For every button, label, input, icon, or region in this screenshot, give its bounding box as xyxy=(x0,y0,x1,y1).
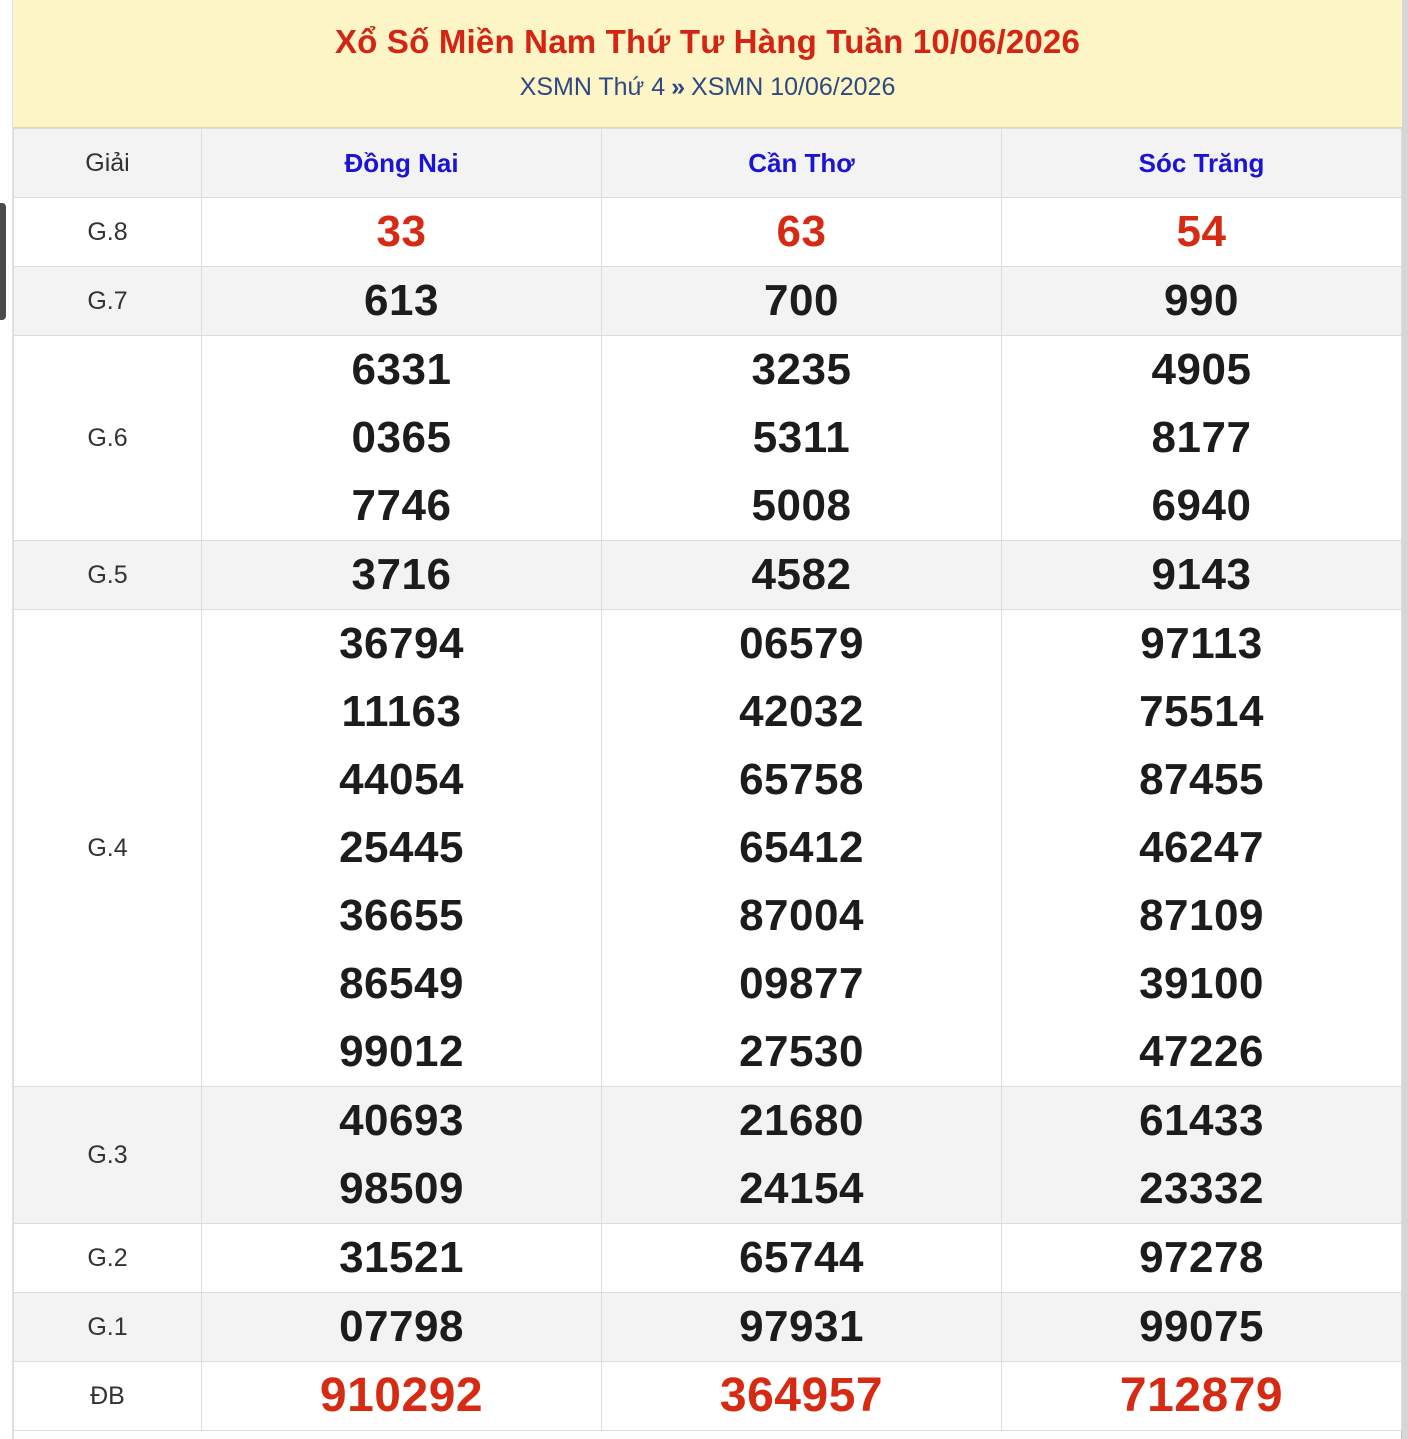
prize-label: G.3 xyxy=(14,1087,202,1224)
result-number: 5008 xyxy=(751,481,852,530)
result-number: 36655 xyxy=(339,891,464,940)
prize-label: G.6 xyxy=(14,336,202,541)
result-cell xyxy=(202,1362,602,1431)
result-number: 65744 xyxy=(739,1233,864,1282)
result-cell xyxy=(602,610,1002,1087)
vertical-scrollbar[interactable] xyxy=(1401,0,1408,1439)
result-number: 5311 xyxy=(752,413,851,462)
result-number: 65758 xyxy=(739,755,864,804)
result-number: 86549 xyxy=(339,959,464,1008)
special-prize-number: 712879 xyxy=(1119,1369,1284,1422)
prize-label: G.1 xyxy=(14,1293,202,1362)
result-number: 9143 xyxy=(1151,550,1252,599)
result-cell xyxy=(602,336,1002,541)
breadcrumb xyxy=(13,72,1402,102)
result-number: 33 xyxy=(376,207,427,256)
result-number: 4905 xyxy=(1151,345,1252,394)
result-cell xyxy=(1002,198,1402,267)
table-row-special xyxy=(14,1362,1402,1431)
scroll-handle[interactable] xyxy=(0,203,6,320)
result-number: 46247 xyxy=(1139,823,1264,872)
result-number: 7746 xyxy=(351,481,452,530)
browser-left-edge xyxy=(0,0,14,1439)
result-number: 06579 xyxy=(739,619,864,668)
result-cell xyxy=(602,267,1002,336)
result-number: 27530 xyxy=(739,1027,864,1076)
result-number: 39100 xyxy=(1139,959,1264,1008)
result-number: 87109 xyxy=(1139,891,1264,940)
result-number: 75514 xyxy=(1139,687,1264,736)
breadcrumb-separator: » xyxy=(671,73,686,101)
province-header-dong-nai[interactable]: Đồng Nai xyxy=(202,129,602,198)
table-header-row xyxy=(14,129,1402,198)
result-number: 3235 xyxy=(751,345,852,394)
result-number: 23332 xyxy=(1139,1164,1264,1213)
result-cell xyxy=(202,1087,602,1224)
result-number: 8177 xyxy=(1151,413,1252,462)
prize-label: G.7 xyxy=(14,267,202,336)
result-number: 09877 xyxy=(739,959,864,1008)
province-header-can-tho[interactable]: Cần Thơ xyxy=(602,129,1002,198)
result-number: 0365 xyxy=(351,413,452,462)
result-number: 99075 xyxy=(1139,1302,1264,1351)
result-number: 65412 xyxy=(739,823,864,872)
result-cell xyxy=(1002,610,1402,1087)
result-number: 47226 xyxy=(1139,1027,1264,1076)
result-number: 613 xyxy=(364,276,439,325)
result-cell xyxy=(602,1224,1002,1293)
result-cell xyxy=(602,1293,1002,1362)
result-number: 63 xyxy=(776,207,827,256)
prize-label: G.5 xyxy=(14,541,202,610)
result-number: 40693 xyxy=(339,1096,464,1145)
result-cell xyxy=(1002,541,1402,610)
result-cell xyxy=(602,1087,1002,1224)
result-number: 700 xyxy=(764,276,839,325)
table-row-g4 xyxy=(14,610,1402,1087)
result-number: 25445 xyxy=(339,823,464,872)
special-prize-number: 364957 xyxy=(719,1369,884,1422)
result-cell xyxy=(202,541,602,610)
result-number: 99012 xyxy=(339,1027,464,1076)
result-number: 07798 xyxy=(339,1302,464,1351)
table-row-g8 xyxy=(14,198,1402,267)
result-number: 990 xyxy=(1164,276,1239,325)
result-cell xyxy=(602,1362,1002,1431)
result-number: 6940 xyxy=(1151,481,1252,530)
result-cell xyxy=(1002,1224,1402,1293)
table-row-g3 xyxy=(14,1087,1402,1224)
result-cell xyxy=(202,336,602,541)
table-row-g2 xyxy=(14,1224,1402,1293)
result-cell xyxy=(602,198,1002,267)
result-cell xyxy=(202,1293,602,1362)
result-cell xyxy=(202,1224,602,1293)
result-number: 97278 xyxy=(1139,1233,1264,1282)
table-row-g7 xyxy=(14,267,1402,336)
result-number: 4582 xyxy=(751,550,852,599)
prize-label-special: ĐB xyxy=(14,1362,202,1431)
special-prize-number: 910292 xyxy=(319,1369,484,1422)
table-row-g6 xyxy=(14,336,1402,541)
result-number: 97931 xyxy=(739,1302,864,1351)
results-table xyxy=(13,128,1402,1431)
result-number: 97113 xyxy=(1140,619,1263,668)
result-number: 98509 xyxy=(339,1164,464,1213)
table-row-g5 xyxy=(14,541,1402,610)
result-cell xyxy=(1002,1087,1402,1224)
result-cell xyxy=(202,198,602,267)
prize-label: G.4 xyxy=(14,610,202,1087)
page-title: Xổ Số Miền Nam Thứ Tư Hàng Tuần 10/06/2026 xyxy=(334,23,1081,60)
result-number: 21680 xyxy=(739,1096,864,1145)
result-number: 87455 xyxy=(1139,755,1264,804)
result-number: 24154 xyxy=(739,1164,864,1213)
lottery-result-card xyxy=(13,0,1402,1439)
result-cell xyxy=(602,541,1002,610)
result-number: 3716 xyxy=(351,550,452,599)
result-number: 31521 xyxy=(339,1233,464,1282)
result-cell xyxy=(1002,1362,1402,1431)
result-number: 6331 xyxy=(351,345,452,394)
breadcrumb-link-weekday[interactable]: XSMN Thứ 4 xyxy=(519,73,666,101)
prize-label: G.8 xyxy=(14,198,202,267)
result-number: 42032 xyxy=(739,687,864,736)
prize-label: G.2 xyxy=(14,1224,202,1293)
result-cell xyxy=(1002,1293,1402,1362)
province-header-soc-trang[interactable]: Sóc Trăng xyxy=(1002,129,1402,198)
result-cell xyxy=(202,610,602,1087)
result-number: 87004 xyxy=(739,891,864,940)
result-number: 44054 xyxy=(339,755,464,804)
result-number: 61433 xyxy=(1139,1096,1264,1145)
result-number: 11163 xyxy=(341,687,462,736)
result-cell xyxy=(1002,336,1402,541)
result-cell xyxy=(1002,267,1402,336)
breadcrumb-link-date[interactable]: XSMN 10/06/2026 xyxy=(691,73,896,101)
result-header xyxy=(13,0,1402,128)
result-cell xyxy=(202,267,602,336)
result-number: 36794 xyxy=(339,619,464,668)
result-number: 54 xyxy=(1176,207,1227,256)
table-row-g1 xyxy=(14,1293,1402,1362)
prize-column-header: Giải xyxy=(14,129,202,198)
